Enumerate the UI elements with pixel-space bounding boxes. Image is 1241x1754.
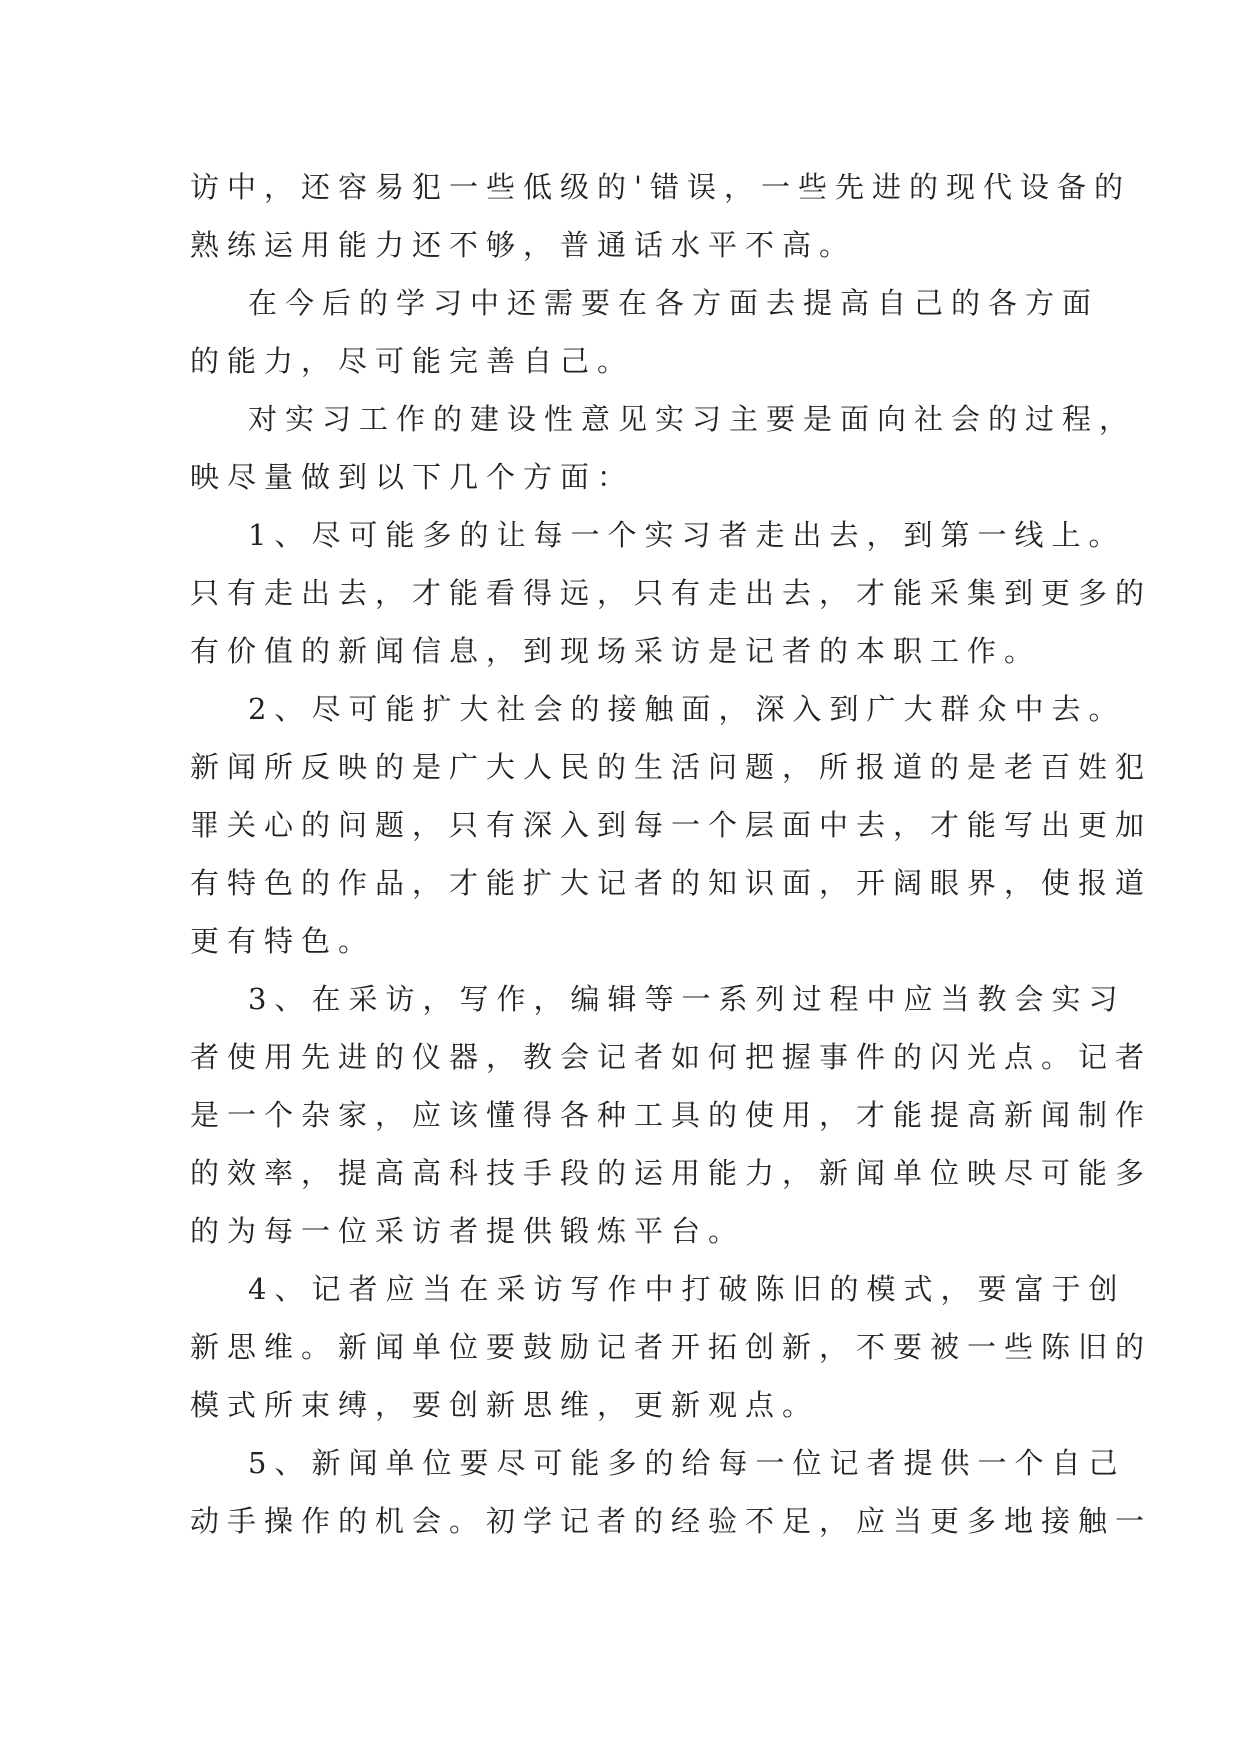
- paragraph-start-line: 4、记者应当在采访写作中打破陈旧的模式，要富于创: [248, 1272, 1126, 1306]
- paragraph-start-line: 1、尽可能多的让每一个实习者走出去，到第一线上。: [248, 518, 1126, 552]
- text-line: 模式所束缚，要创新思维，更新观点。: [190, 1388, 820, 1422]
- paragraph-start-line: 对实习工作的建设性意见实习主要是面向社会的过程，: [248, 402, 1137, 436]
- paragraph-start-line: 3、在采访，写作，编辑等一系列过程中应当教会实习: [248, 982, 1126, 1016]
- paragraph-start-line: 5、新闻单位要尽可能多的给每一位记者提供一个自己: [248, 1446, 1126, 1480]
- text-line: 动手操作的机会。初学记者的经验不足，应当更多地接触一: [190, 1504, 1153, 1538]
- text-line: 映尽量做到以下几个方面：: [190, 460, 635, 494]
- text-line: 者使用先进的仪器，教会记者如何把握事件的闪光点。记者: [190, 1040, 1153, 1074]
- document-body: [190, 158, 1153, 1550]
- text-line: 的为每一位采访者提供锻炼平台。: [190, 1214, 746, 1248]
- text-line: 熟练运用能力还不够，普通话水平不高。: [190, 228, 857, 262]
- text-line: 的能力，尽可能完善自己。: [190, 344, 635, 378]
- paragraph-start-line: 2、尽可能扩大社会的接触面，深入到广大群众中去。: [248, 692, 1126, 726]
- text-line: 是一个杂家，应该懂得各种工具的使用，才能提高新闻制作: [190, 1098, 1153, 1132]
- text-line: 只有走出去，才能看得远，只有走出去，才能采集到更多的: [190, 576, 1153, 610]
- text-line: 的效率，提高高科技手段的运用能力，新闻单位映尽可能多: [190, 1156, 1153, 1190]
- paragraph-start-line: 在今后的学习中还需要在各方面去提高自己的各方面: [248, 286, 1100, 320]
- text-line: 新闻所反映的是广大人民的生活问题，所报道的是老百姓犯: [190, 750, 1153, 784]
- text-line: 罪关心的问题，只有深入到每一个层面中去，才能写出更加: [190, 808, 1153, 842]
- text-line: 访中，还容易犯一些低级的'错误，一些先进的现代设备的: [190, 170, 1131, 204]
- text-line: 有价值的新闻信息，到现场采访是记者的本职工作。: [190, 634, 1042, 668]
- text-line: 更有特色。: [190, 924, 376, 958]
- text-line: 新思维。新闻单位要鼓励记者开拓创新，不要被一些陈旧的: [190, 1330, 1153, 1364]
- text-line: 有特色的作品，才能扩大记者的知识面，开阔眼界，使报道: [190, 866, 1153, 900]
